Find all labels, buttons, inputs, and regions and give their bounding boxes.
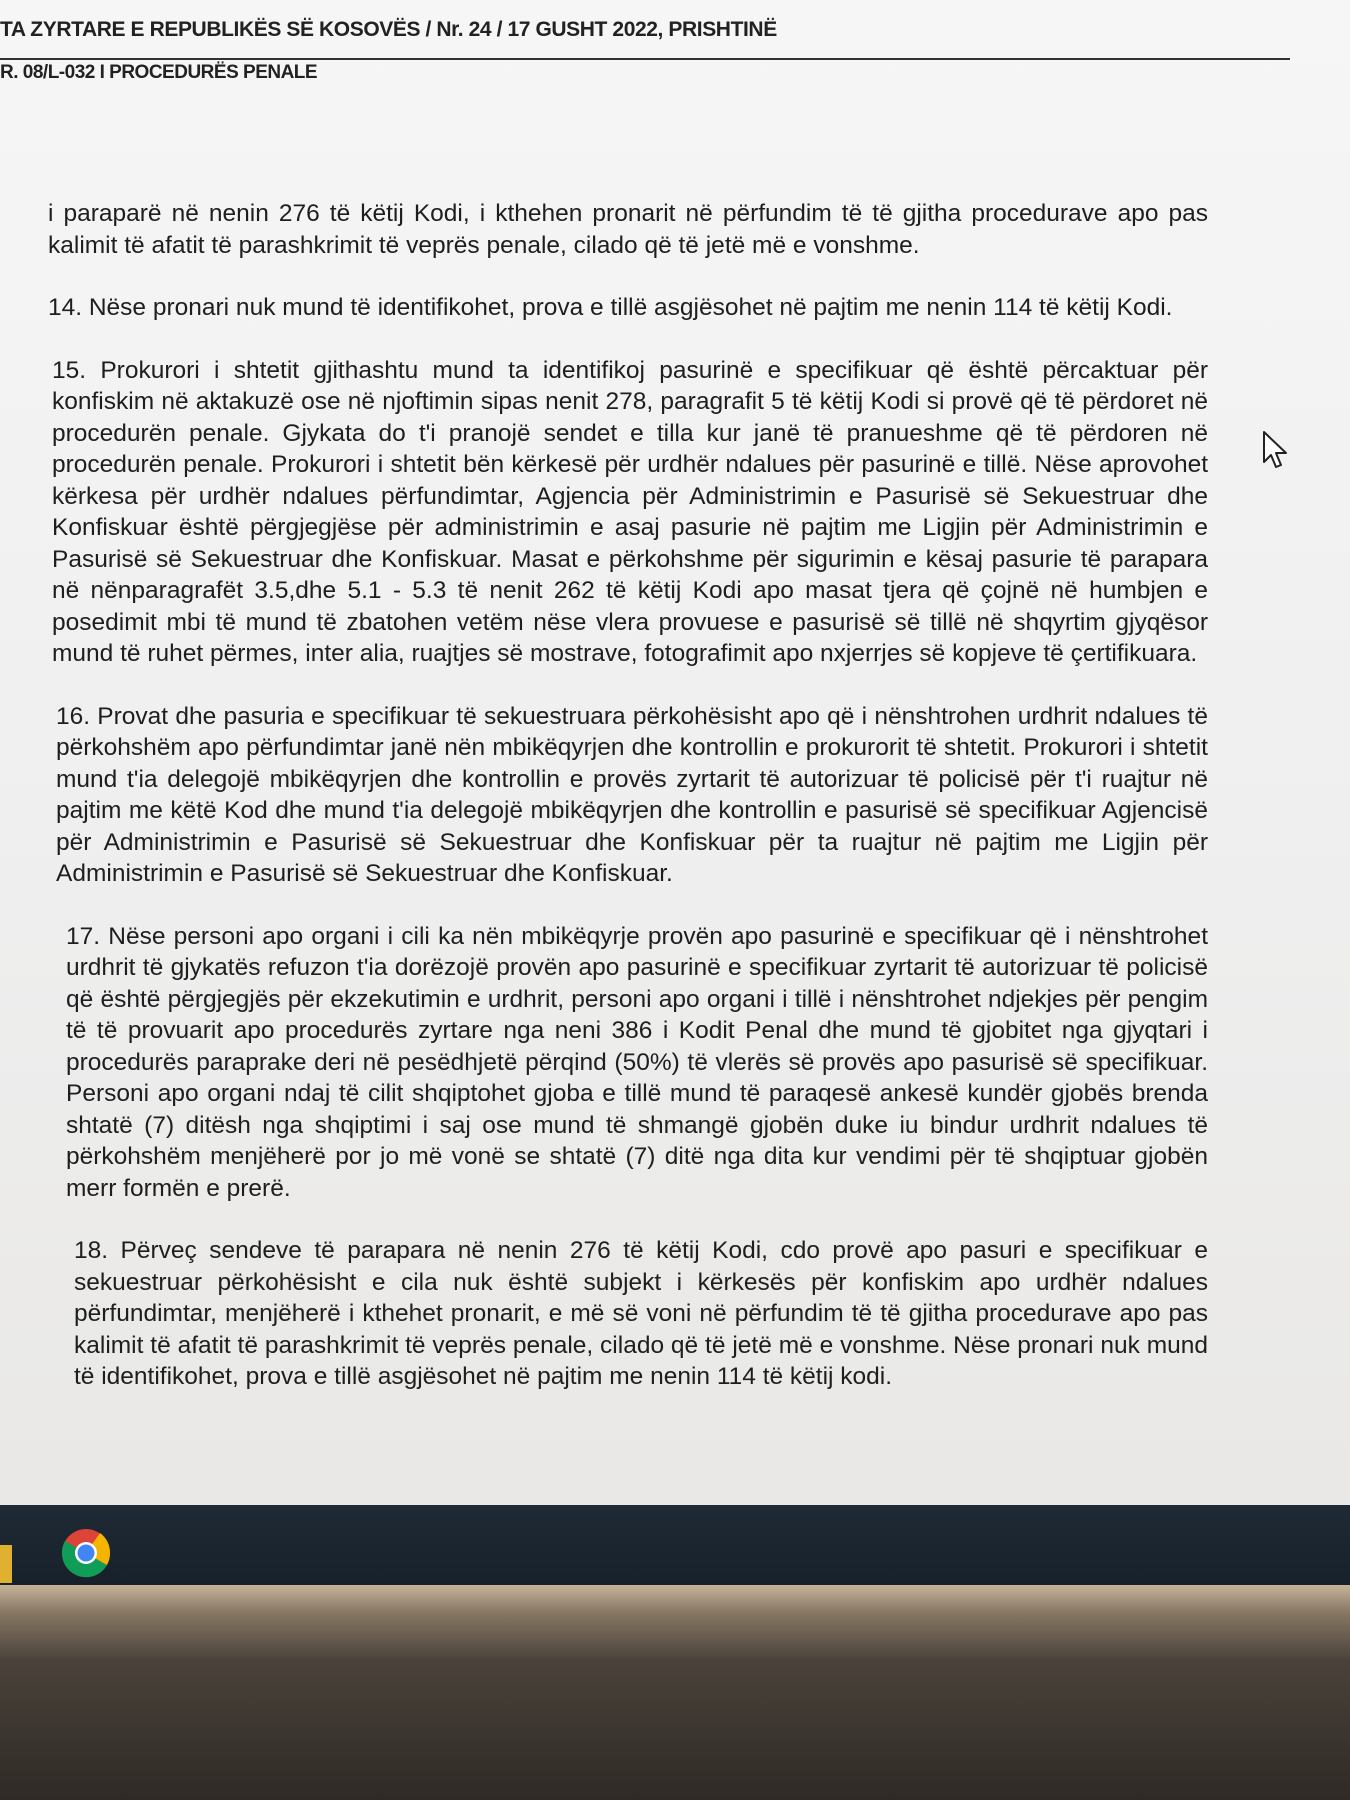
- header-divider: [0, 58, 1290, 60]
- mouse-pointer-icon: [1262, 430, 1288, 470]
- taskbar: [0, 1505, 1350, 1585]
- monitor-bezel: [0, 1585, 1350, 1800]
- chrome-icon[interactable]: [60, 1527, 112, 1579]
- paragraph-16: 16. Provat dhe pasuria e specifikuar të sekuestruara përkohësisht apo që i nënshtrohen urdhrit ndalues të përkohshëm apo përfundimtar janë nën mbikëqyrjen dhe kontrollin e prokurorit të shtetit. Prokurori i shtetit mund t'ia delegojë mbikëqyrjen dhe kontrollin e provës zyrtarit të autorizuar të policisë për t'i ruajtur në pajtim me këtë Kod dhe mund t'ia delegojë mbikëqyrjen dhe kontrollin e pasurisë së specifikuar Agjencisë për Administrimin e Pasurisë së Sekuestruar dhe Konfiskuar për ta ruajtur në pajtim me Ligjin për Administrimin e Pasurisë së Sekuestruar dhe Konfiskuar.: [56, 702, 1208, 887]
- paragraph-15: 15. Prokurori i shtetit gjithashtu mund ta identifikoj pasurinë e specifikuar që është përcaktuar për konfiskim në aktakuzë ose në njoftimin sipas nenit 278, paragrafit 5 të këtij Kodi si provë që të përdoret në procedurën penale. Gjykata do t'i pranojë sendet e tilla kur janë të pranueshme që të përdoren në procedurën penale. Prokurori i shtetit bën kërkesë për urdhër ndalues për pasurinë e tillë. Nëse aprovohet kërkesa për urdhër ndalues përfundimtar, Agjencia për Administrimin e Pasurisë së Sekuestruar dhe Konfiskuar është përgjegjëse për administrimin e asaj pasurie në pajtim me Ligjin për Administrimin e Pasurisë së Sekuestruar dhe Konfiskuar. Masat e përkohshme për sigurimin e kësaj pasurie të parapara në nënparagrafët 3.5,dhe 5.1 - 5.3 të nenit 262 të këtij Kodi apo masat tjera që çojnë në humbjen e posedimit mbi të mund të zbatohen vetëm nëse vlera provuese e pasurisë së tillë në shqyrtim gjyqësor mund të ruhet përmes, inter alia, ruajtjes së mostrave, fotografimit apo nxjerrjes së kopjeve të çertifikuara.: [52, 356, 1208, 667]
- document-body: [48, 198, 1208, 1424]
- paragraph-13-continuation: i paraparë në nenin 276 të këtij Kodi, i kthehen pronarit në përfundim të të gjitha procedurave apo pas kalimit të afatit të parashkrimit të veprës penale, cilado që të jetë më e vonshme.: [48, 200, 1208, 259]
- gazette-title: TA ZYRTARE E REPUBLIKËS SË KOSOVËS / Nr. 24 / 17 GUSHT 2022, PRISHTINË: [0, 18, 777, 41]
- law-title: R. 08/L-032 I PROCEDURËS PENALE: [0, 62, 318, 83]
- paragraph-18: 18. Përveç sendeve të parapara në nenin 276 të këtij Kodi, cdo provë apo pasuri e specifikuar e sekuestruar përkohësisht e cila nuk është subjekt i kërkesës për konfiskim apo urdhër ndalues përfundimtar, menjëherë i kthehet pronarit, e më së voni në përfundim të të gjitha procedurave apo pas kalimit të afatit të parashkrimit të veprës penale, cilado që të jetë më e vonshme. Nëse pronari nuk mund të identifikohet, prova e tillë asgjësohet në pajtim me nenin 114 të këtij kodi.: [74, 1237, 1208, 1390]
- paragraph-14: 14. Nëse pronari nuk mund të identifikohet, prova e tillë asgjësohet në pajtim me nenin 114 të këtij Kodi.: [48, 294, 1173, 321]
- paragraph-17: 17. Nëse personi apo organi i cili ka nën mbikëqyrje provën apo pasurinë e specifikuar që i nënshtrohet urdhrit të gjykatës refuzon t'ia dorëzojë provën apo pasurinë e specifikuar zyrtarit të autorizuar të policisë që është përgjegjës për ekzekutimin e urdhrit, personi apo organi i tillë i nënshtrohet ndjekjes për pengim të të provuarit apo procedurës zyrtare nga neni 386 i Kodit Penal dhe mund të gjobitet nga gjyqtari i procedurës paraprake deri në pesëdhjetë përqind (50%) të vlerës së provës apo pasurisë së specifikuar. Personi apo organi ndaj të cilit shqiptohet gjoba e tillë mund të paraqesë ankesë kundër gjobës brenda shtatë (7) ditësh nga shqiptimi i saj ose mund të shmangë gjobën duke iu bindur urdhrit ndalues të përkohshëm menjëherë por jo më vonë se shtatë (7) ditë nga dita kur vendimi për të shqiptuar gjobën merr formën e prerë.: [66, 922, 1208, 1202]
- document-header: [0, 0, 1350, 95]
- taskbar-app-icon[interactable]: [0, 1545, 12, 1583]
